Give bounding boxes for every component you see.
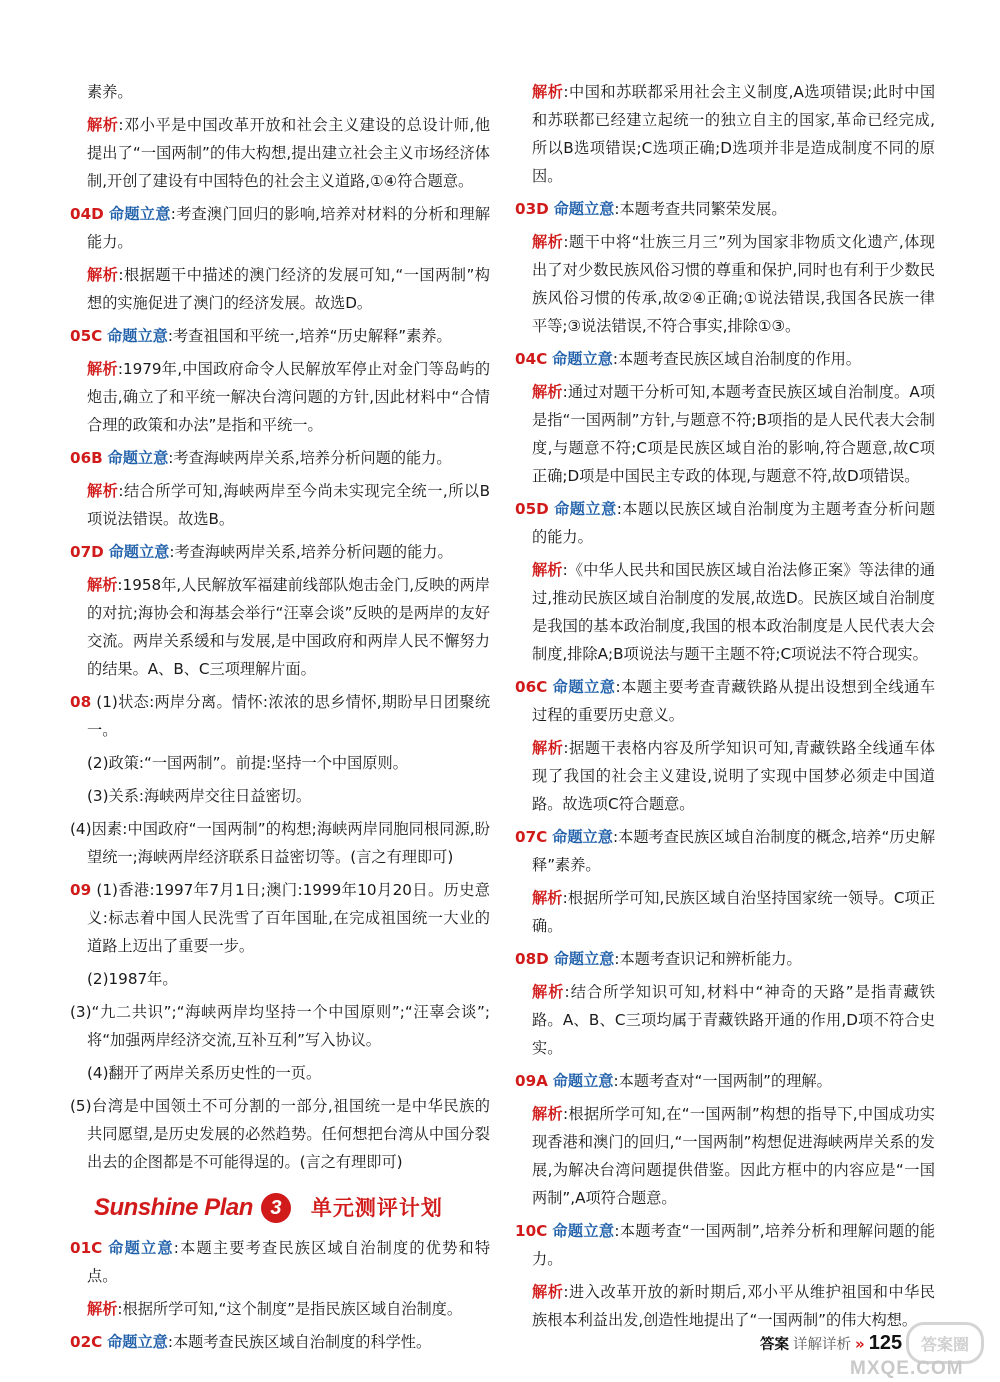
banner-badge: 3: [261, 1193, 291, 1223]
paragraph-text: (1)状态:两岸分离。情怀:浓浓的思乡情怀,期盼早日团聚统一。: [87, 693, 491, 739]
label-tag: 命题立意: [108, 1239, 174, 1257]
question-item: 09A 命题立意:本题考查对“一国两制”的理解。: [515, 1072, 832, 1090]
paragraph-text: 本题主要考查青藏铁路从提出设想到全线通车过程的重要历史意义。: [532, 678, 936, 724]
question-number: 07C: [515, 828, 548, 846]
paragraph-text: 邓小平是中国改革开放和社会主义建设的总设计师,他提出了“一国两制”的伟大构想,提出建立社会主义市场经济体制,开创了建设有中国特色的社会主义道路,①④符合题意。: [87, 116, 491, 190]
answer-paragraph: [70, 965, 490, 993]
answer-paragraph: [70, 1059, 490, 1087]
answer-paragraph: 解析:通过对题干分析可知,本题考查民族区域自治制度。A项是指“一国两制”方针,与题意不符;B项指的是人民代表大会制度,与题意不符;C项是民族区域自治的影响,符合题意,故C项正确;D项是中国民主专政的体现,与题意不符,故D项错误。: [532, 383, 936, 485]
label-tag: 命题立意: [108, 543, 170, 561]
label-tag: 命题立意: [552, 350, 613, 368]
watermark-site: MXQE.COM: [850, 1358, 964, 1379]
paragraph-text: 素养。: [87, 83, 133, 101]
paragraph-text: 本题考查识记和辨析能力。: [619, 950, 802, 968]
question-item: 04C 命题立意:本题考查民族区域自治制度的作用。: [515, 350, 861, 368]
answer-paragraph: 解析:结合所学可知,海峡两岸至今尚未实现完全统一,所以B项说法错误。故选B。: [87, 482, 491, 528]
question-item: 06C 命题立意:本题主要考查青藏铁路从提出设想到全线通车过程的重要历史意义。: [515, 678, 936, 724]
question-item: 04D 命题立意:考查澳门回归的影响,培养对材料的分析和理解能力。: [70, 205, 491, 251]
section-banner: [94, 1190, 490, 1226]
paragraph-text: (5)台湾是中国领土不可分割的一部分,祖国统一是中华民族的共同愿望,是历史发展的必然趋势。任何想把台湾从中国分裂出去的企图都是不可能得逞的。(言之有理即可): [70, 1097, 490, 1171]
question-item: 05C 命题立意:考查祖国和平统一,培养“历史解释”素养。: [70, 327, 452, 345]
label-tag: 命题立意: [552, 1072, 614, 1090]
answer-paragraph: 解析:1958年,人民解放军福建前线部队炮击金门,反映的两岸的对抗;海协会和海基会举行“汪辜会谈”反映的是两岸的友好交流。两岸关系缓和与发展,是中国政府和两岸人民不懈努力的结果。A、B、C三项理解片面。: [87, 576, 491, 678]
question-item: 05D 命题立意:本题以民族区域自治制度为主题考查分析问题的能力。: [515, 500, 936, 546]
left-column: [70, 78, 490, 1361]
question-number: 10C: [515, 1222, 548, 1240]
label-tag: 命题立意: [553, 200, 615, 218]
answer-paragraph: 解析:根据所学可知,“这个制度”是指民族区域自治制度。: [87, 1300, 463, 1318]
label-tag: 命题立意: [552, 828, 613, 846]
answer-paragraph: 解析:题干中将“壮族三月三”列为国家非物质文化遗产,体现出了对少数民族风俗习惯的尊重和保护,同时也有利于少数民族风俗习惯的传承,故②④正确;①说法错误,我国各民族一律平等;③说法错误,不符合事实,排除①③。: [532, 233, 935, 335]
paragraph-text: 本题主要考查民族区域自治制度的优势和特点。: [87, 1239, 491, 1285]
answer-paragraph: 解析:结合所学知识可知,材料中“神奇的天路”是指青藏铁路。A、B、C三项均属于青藏铁路开通的作用,D项不符合史实。: [532, 983, 935, 1057]
label-tag: 命题立意: [553, 950, 615, 968]
answer-paragraph: 解析:据题干表格内容及所学知识可知,青藏铁路全线通车体现了我国的社会主义建设,说明了实现中国梦必须走中国道路。故选项C符合题意。: [532, 739, 936, 813]
paragraph-text: 通过对题干分析可知,本题考查民族区域自治制度。A项是指“一国两制”方针,与题意不符;B项指的是人民代表大会制度,与题意不符;C项是民族区域自治的影响,符合题意,故C项正确;D项是中国民主专政的体现,与题意不符,故D项错误。: [532, 383, 936, 485]
label-tag: 解析: [532, 983, 565, 1001]
answer-paragraph: 解析:1979年,中国政府命令人民解放军停止对金门等岛屿的炮击,确立了和平统一解决台湾问题的方针,因此材料中“合情合理的政策和办法”是指和平统一。: [87, 360, 491, 434]
answer-paragraph: 解析:《中华人民共和国民族区域自治法修正案》等法律的通过,推动民族区域自治制度的发展,故选D。民族区域自治制度是我国的基本政治制度,我国的根本政治制度是人民代表大会制度,排除A;B项说法与题干主题不符;C项说法不符合现实。: [532, 561, 936, 663]
question-number: 09: [70, 881, 92, 899]
answer-paragraph: 解析:进入改革开放的新时期后,邓小平从维护祖国和中华民族根本利益出发,创造性地提出了“一国两制”的伟大构想。: [532, 1283, 936, 1329]
footer-detail-label: 详解详析: [793, 1337, 851, 1353]
paragraph-text: 题干中将“壮族三月三”列为国家非物质文化遗产,体现出了对少数民族风俗习惯的尊重和保护,同时也有利于少数民族风俗习惯的传承,故②④正确;①说法错误,我国各民族一律平等;③说法错误,不符合事实,排除①③。: [532, 233, 935, 335]
answer-paragraph: 解析:根据题干中描述的澳门经济的发展可知,“一国两制”构想的实施促进了澳门的经济发展。故选D。: [87, 266, 490, 312]
paragraph-text: 根据所学可知,“这个制度”是指民族区域自治制度。: [122, 1300, 463, 1318]
answer-paragraph: [70, 998, 490, 1054]
paragraph-text: 根据题干中描述的澳门经济的发展可知,“一国两制”构想的实施促进了澳门的经济发展。故选D。: [87, 266, 490, 312]
paragraph-text: (2)1987年。: [87, 970, 178, 988]
question-item: [70, 688, 490, 744]
label-tag: 解析: [87, 576, 118, 594]
label-tag: 命题立意: [107, 449, 169, 467]
answer-paragraph: 解析:根据所学可知,民族区域自治坚持国家统一领导。C项正确。: [532, 889, 936, 935]
question-item: 03D 命题立意:本题考查共同繁荣发展。: [515, 200, 787, 218]
label-tag: 命题立意: [108, 205, 171, 223]
label-tag: 解析: [532, 83, 564, 101]
paragraph-text: 考查海峡两岸关系,培养分析问题的能力。: [173, 449, 452, 467]
label-tag: 解析: [532, 1283, 564, 1301]
question-number: 06B: [70, 449, 103, 467]
answer-paragraph: 解析:根据所学可知,在“一国两制”构想的指导下,中国成功实现香港和澳门的回归,“一国两制”构想促进海峡两岸关系的发展,为解决台湾问题提供借鉴。因此方框中的内容应是“一国两制”,A项符合题意。: [532, 1105, 935, 1207]
paragraph-text: 1979年,中国政府命令人民解放军停止对金门等岛屿的炮击,确立了和平统一解决台湾问题的方针,因此材料中“合情合理的政策和办法”是指和平统一。: [87, 360, 491, 434]
question-number: 04D: [70, 205, 104, 223]
banner-title: 单元测评计划: [310, 1196, 443, 1220]
label-tag: 解析: [532, 739, 564, 757]
question-number: 05D: [515, 500, 549, 518]
label-tag: 命题立意: [107, 327, 168, 345]
footer-answer-label: 答案: [760, 1337, 789, 1353]
label-tag: 解析: [532, 561, 563, 579]
question-number: 04C: [515, 350, 548, 368]
question-item: 08D 命题立意:本题考查识记和辨析能力。: [515, 950, 802, 968]
paragraph-text: 本题考查“一国两制”,培养分析和理解问题的能力。: [532, 1222, 936, 1268]
paragraph-text: 本题考查民族区域自治制度的概念,培养“历史解释”素养。: [532, 828, 936, 874]
question-item: 10C 命题立意:本题考查“一国两制”,培养分析和理解问题的能力。: [515, 1222, 936, 1268]
paragraph-text: 本题考查对“一国两制”的理解。: [618, 1072, 832, 1090]
paragraph-text: 本题考查共同繁荣发展。: [619, 200, 787, 218]
question-number: 08D: [515, 950, 549, 968]
paragraph-text: 进入改革开放的新时期后,邓小平从维护祖国和中华民族根本利益出发,创造性地提出了“一国两制”的伟大构想。: [532, 1283, 936, 1329]
label-tag: 解析: [87, 1300, 118, 1318]
right-column: [515, 78, 935, 1339]
label-tag: 解析: [87, 482, 119, 500]
paragraph-text: (3)关系:海峡两岸交往日益密切。: [87, 787, 312, 805]
paragraph-text: 本题以民族区域自治制度为主题考查分析问题的能力。: [532, 500, 936, 546]
question-item: 06B 命题立意:考查海峡两岸关系,培养分析问题的能力。: [70, 449, 452, 467]
question-number: 08: [70, 693, 92, 711]
label-tag: 解析: [87, 360, 118, 378]
question-item: 07D 命题立意:考查海峡两岸关系,培养分析问题的能力。: [70, 543, 453, 561]
paragraph-text: 根据所学可知,民族区域自治坚持国家统一领导。C项正确。: [532, 889, 936, 935]
paragraph-text: 结合所学知识可知,材料中“神奇的天路”是指青藏铁路。A、B、C三项均属于青藏铁路开通的作用,D项不符合史实。: [532, 983, 935, 1057]
answer-paragraph: 解析:中国和苏联都采用社会主义制度,A选项错误;此时中国和苏联都已经建立起统一的独立自主的国家,革命已经完成,所以B选项错误;C选项正确;D选项并非是造成制度不同的原因。: [532, 83, 936, 185]
label-tag: 命题立意: [107, 1333, 168, 1351]
label-tag: 解析: [87, 116, 119, 134]
question-number: 02C: [70, 1333, 103, 1351]
label-tag: 解析: [532, 1105, 563, 1123]
label-tag: 命题立意: [554, 500, 617, 518]
paragraph-text: 考查祖国和平统一,培养“历史解释”素养。: [172, 327, 452, 345]
label-tag: 解析: [532, 233, 564, 251]
watermark-logo: 答案圈: [906, 1322, 984, 1364]
question-item: 02C 命题立意:本题考查民族区域自治制度的科学性。: [70, 1333, 432, 1351]
paragraph-text: 中国和苏联都采用社会主义制度,A选项错误;此时中国和苏联都已经建立起统一的独立自主的国家,革命已经完成,所以B选项错误;C选项正确;D选项并非是造成制度不同的原因。: [532, 83, 936, 185]
answer-paragraph: [70, 1092, 490, 1176]
paragraph-text: 结合所学可知,海峡两岸至今尚未实现完全统一,所以B项说法错误。故选B。: [87, 482, 491, 528]
question-item: 01C 命题立意:本题主要考查民族区域自治制度的优势和特点。: [70, 1239, 491, 1285]
question-item: [70, 876, 490, 960]
answer-paragraph: [70, 78, 490, 106]
paragraph-text: 考查澳门回归的影响,培养对材料的分析和理解能力。: [87, 205, 491, 251]
paragraph-text: (1)香港:1997年7月1日;澳门:1999年10月20日。历史意义:标志着中国人民洗雪了百年国耻,在完成祖国统一大业的道路上迈出了重要一步。: [87, 881, 490, 955]
label-tag: 命题立意: [552, 1222, 615, 1240]
paragraph-text: (3)“九二共识”;“海峡两岸均坚持一个中国原则”;“汪辜会谈”;将“加强两岸经济交流,互补互利”写入协议。: [70, 1003, 490, 1049]
paragraph-text: 本题考查民族区域自治制度的作用。: [617, 350, 861, 368]
page-number: 125: [868, 1332, 903, 1354]
paragraph-text: (4)翻开了两岸关系历史性的一页。: [87, 1064, 322, 1082]
question-number: 09A: [515, 1072, 548, 1090]
answer-paragraph: 解析:邓小平是中国改革开放和社会主义建设的总设计师,他提出了“一国两制”的伟大构想,提出建立社会主义市场经济体制,开创了建设有中国特色的社会主义道路,①④符合题意。: [87, 116, 491, 190]
label-tag: 解析: [532, 383, 563, 401]
answer-paragraph: [70, 749, 490, 777]
paragraph-text: (4)因素:中国政府“一国两制”的构想;海峡两岸同胞同根同源,盼望统一;海峡两岸经济联系日益密切等。(言之有理即可): [70, 820, 490, 866]
paragraph-text: 《中华人民共和国民族区域自治法修正案》等法律的通过,推动民族区域自治制度的发展,故选D。民族区域自治制度是我国的基本政治制度,我国的根本政治制度是人民代表大会制度,排除A;B项说法与题干主题不符;C项说法不符合现实。: [532, 561, 936, 663]
label-tag: 解析: [87, 266, 119, 284]
paragraph-text: 据题干表格内容及所学知识可知,青藏铁路全线通车体现了我国的社会主义建设,说明了实现中国梦必须走中国道路。故选项C符合题意。: [532, 739, 936, 813]
paragraph-text: (2)政策:“一国两制”。前提:坚持一个中国原则。: [87, 754, 408, 772]
paragraph-text: 1958年,人民解放军福建前线部队炮击金门,反映的两岸的对抗;海协会和海基会举行“汪辜会谈”反映的是两岸的友好交流。两岸关系缓和与发展,是中国政府和两岸人民不懈努力的结果。A、B、C三项理解片面。: [87, 576, 491, 678]
question-number: 06C: [515, 678, 548, 696]
paragraph-text: 本题考查民族区域自治制度的科学性。: [172, 1333, 432, 1351]
label-tag: 解析: [532, 889, 563, 907]
answer-paragraph: [70, 782, 490, 810]
page-footer: [760, 1332, 902, 1355]
label-tag: 命题立意: [552, 678, 616, 696]
banner-sunshine-plan: Sunshine Plan: [94, 1194, 253, 1221]
question-item: 07C 命题立意:本题考查民族区域自治制度的概念,培养“历史解释”素养。: [515, 828, 936, 874]
chevron-right-icon: »: [855, 1334, 865, 1353]
question-number: 07D: [70, 543, 104, 561]
question-number: 05C: [70, 327, 103, 345]
paragraph-text: 根据所学可知,在“一国两制”构想的指导下,中国成功实现香港和澳门的回归,“一国两制”构想促进海峡两岸关系的发展,为解决台湾问题提供借鉴。因此方框中的内容应是“一国两制”,A项符合题意。: [532, 1105, 935, 1207]
question-number: 03D: [515, 200, 549, 218]
answer-paragraph: [70, 815, 490, 871]
paragraph-text: 考查海峡两岸关系,培养分析问题的能力。: [174, 543, 453, 561]
question-number: 01C: [70, 1239, 103, 1257]
